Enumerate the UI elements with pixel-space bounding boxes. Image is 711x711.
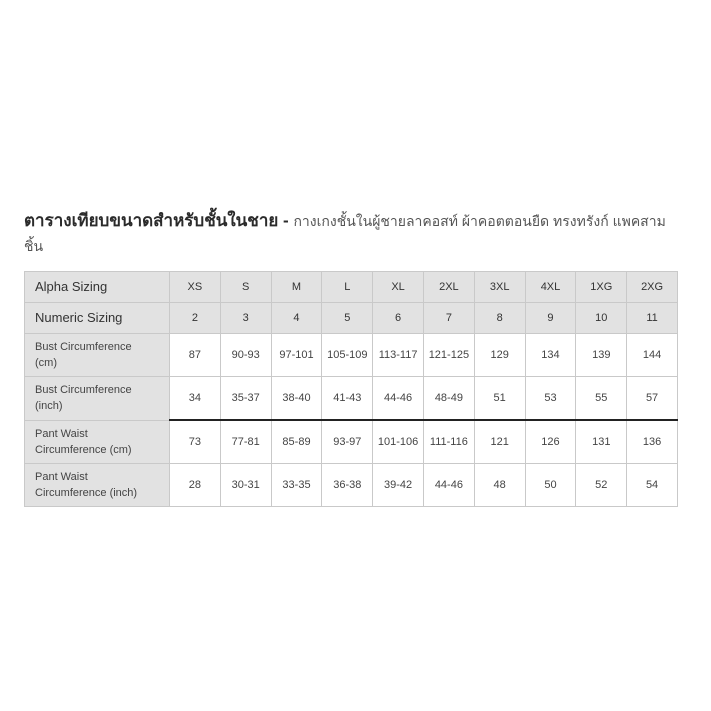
table-cell: 39-42	[373, 464, 424, 507]
alpha-size-cell: 4XL	[525, 272, 576, 303]
table-row	[25, 377, 678, 421]
table-row	[25, 334, 678, 377]
table-cell: 85-89	[271, 420, 322, 464]
table-cell: 113-117	[373, 334, 424, 377]
row-label	[25, 464, 170, 507]
table-cell: 28	[170, 464, 221, 507]
row-label-line: (cm)	[35, 357, 57, 369]
alpha-size-cell: XS	[170, 272, 221, 303]
row-label	[25, 420, 170, 464]
numeric-sizing-label: Numeric Sizing	[25, 303, 170, 334]
table-cell: 44-46	[373, 377, 424, 421]
numeric-sizing-row	[25, 303, 678, 334]
page-heading	[24, 208, 684, 259]
table-cell: 139	[576, 334, 627, 377]
row-label	[25, 377, 170, 421]
table-cell: 30-31	[220, 464, 271, 507]
alpha-size-cell: 2XL	[423, 272, 474, 303]
table-cell: 97-101	[271, 334, 322, 377]
table-cell: 134	[525, 334, 576, 377]
table-cell: 53	[525, 377, 576, 421]
table-cell: 36-38	[322, 464, 373, 507]
numeric-size-cell: 6	[373, 303, 424, 334]
row-label	[25, 334, 170, 377]
row-label-line: Circumference (cm)	[35, 443, 132, 456]
numeric-size-cell: 5	[322, 303, 373, 334]
numeric-size-cell: 7	[423, 303, 474, 334]
table-cell: 131	[576, 420, 627, 464]
table-cell: 48	[474, 464, 525, 507]
table-cell: 44-46	[423, 464, 474, 507]
alpha-size-cell: L	[322, 272, 373, 303]
numeric-size-cell: 9	[525, 303, 576, 334]
heading-subtitle: กางเกงชั้นในผู้ชายลาคอสท์ ผ้าคอตตอนยืด ทรงทรังก์ แพคสามชิ้น	[24, 213, 666, 254]
table-cell: 90-93	[220, 334, 271, 377]
table-cell: 111-116	[423, 420, 474, 464]
row-label-line: Bust Circumference	[35, 341, 132, 353]
table-cell: 55	[576, 377, 627, 421]
table-cell: 87	[170, 334, 221, 377]
table-cell: 144	[627, 334, 678, 377]
table-cell: 129	[474, 334, 525, 377]
heading-title: ตารางเทียบขนาดสำหรับชั้นในชาย -	[24, 211, 294, 230]
table-cell: 136	[627, 420, 678, 464]
alpha-sizing-label: Alpha Sizing	[25, 272, 170, 303]
alpha-size-cell: 1XG	[576, 272, 627, 303]
numeric-size-cell: 3	[220, 303, 271, 334]
alpha-size-cell: XL	[373, 272, 424, 303]
alpha-sizing-row	[25, 272, 678, 303]
table-cell: 77-81	[220, 420, 271, 464]
row-label-line: Circumference (inch)	[35, 487, 138, 499]
table-cell: 57	[627, 377, 678, 421]
alpha-size-cell: 2XG	[627, 272, 678, 303]
table-cell: 48-49	[423, 377, 474, 421]
table-cell: 93-97	[322, 420, 373, 464]
table-cell: 52	[576, 464, 627, 507]
table-cell: 126	[525, 420, 576, 464]
row-label-line: Bust Circumference	[35, 384, 132, 397]
table-row	[25, 420, 678, 464]
table-cell: 101-106	[373, 420, 424, 464]
alpha-size-cell: M	[271, 272, 322, 303]
table-row	[25, 464, 678, 507]
table-cell: 73	[170, 420, 221, 464]
alpha-size-cell: 3XL	[474, 272, 525, 303]
table-cell: 33-35	[271, 464, 322, 507]
numeric-size-cell: 4	[271, 303, 322, 334]
table-cell: 121	[474, 420, 525, 464]
numeric-size-cell: 2	[170, 303, 221, 334]
table-cell: 34	[170, 377, 221, 421]
numeric-size-cell: 8	[474, 303, 525, 334]
table-cell: 105-109	[322, 334, 373, 377]
table-cell: 121-125	[423, 334, 474, 377]
row-label-line: (inch)	[35, 400, 63, 413]
table-cell: 50	[525, 464, 576, 507]
alpha-size-cell: S	[220, 272, 271, 303]
size-chart-table	[24, 271, 678, 507]
numeric-size-cell: 11	[627, 303, 678, 334]
row-label-line: Pant Waist	[35, 471, 88, 483]
row-label-line: Pant Waist	[35, 427, 88, 440]
numeric-size-cell: 10	[576, 303, 627, 334]
table-cell: 41-43	[322, 377, 373, 421]
table-cell: 54	[627, 464, 678, 507]
table-cell: 38-40	[271, 377, 322, 421]
table-cell: 35-37	[220, 377, 271, 421]
table-cell: 51	[474, 377, 525, 421]
